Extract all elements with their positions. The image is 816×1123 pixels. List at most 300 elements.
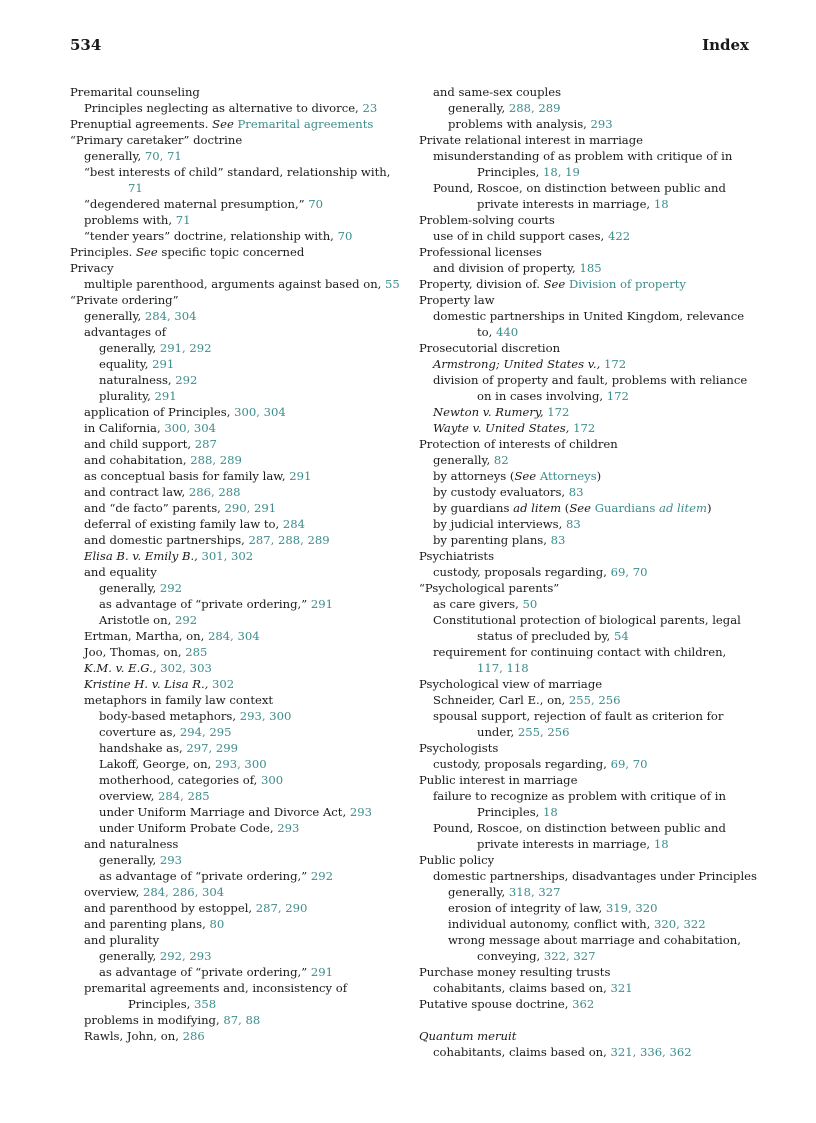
index-entry: [70, 1012, 405, 1028]
index-entry: [70, 484, 405, 500]
page-reference-link[interactable]: 300, 304: [234, 405, 286, 419]
page-reference-link[interactable]: 292, 293: [159, 949, 212, 963]
page-reference-link[interactable]: 69, 70: [610, 565, 648, 579]
index-entry: [419, 84, 754, 100]
entry-term: Pound, Roscoe, on distinction between public and private interests in marriage,: [433, 181, 726, 211]
entry-term: as care givers,: [433, 597, 519, 611]
entry-term: cohabitants, claims based on,: [433, 981, 607, 995]
index-entry: [419, 964, 754, 980]
entry-term: by custody evaluators,: [433, 485, 566, 499]
page-reference-link[interactable]: 293: [277, 821, 300, 835]
entry-term: Problem-solving courts: [419, 213, 555, 227]
index-entry: [419, 692, 754, 708]
entry-term: deferral of existing family law to,: [84, 517, 280, 531]
index-entry: [70, 692, 405, 708]
index-entry: [70, 532, 405, 548]
entry-term: and parenthood by estoppel,: [84, 901, 253, 915]
index-entry: [70, 148, 405, 164]
entry-term: by judicial interviews,: [433, 517, 563, 531]
index-entry: [70, 276, 405, 292]
page-reference-link[interactable]: 297, 299: [186, 741, 239, 755]
entry-term: metaphors in family law context: [84, 693, 274, 707]
index-entry: [419, 244, 754, 260]
entry-term: Wayte v. United States,: [433, 421, 570, 435]
entry-term: Quantum meruit: [419, 1029, 517, 1043]
index-entry: [419, 308, 754, 340]
index-entry: [419, 484, 754, 500]
index-entry: [419, 612, 754, 644]
page-reference-link[interactable]: 71: [175, 213, 191, 227]
letter-group-gap: [419, 1012, 754, 1028]
page-reference-link[interactable]: 301, 302: [201, 549, 254, 563]
page-reference-link[interactable]: 87, 88: [223, 1013, 261, 1027]
entry-term: Psychologists: [419, 741, 499, 755]
entry-term-paren: ): [706, 501, 712, 515]
index-entry: [70, 868, 405, 884]
index-entry: [419, 372, 754, 404]
entry-term: Purchase money resulting trusts: [419, 965, 611, 979]
index-entry: [419, 468, 754, 484]
index-entry: [70, 820, 405, 836]
cross-reference-link[interactable]: Premarital agreements: [237, 117, 374, 131]
entry-term: Schneider, Carl E., on,: [433, 693, 566, 707]
index-entry: [70, 116, 405, 132]
page-reference-link[interactable]: 293: [159, 853, 183, 867]
index-entry: [419, 356, 754, 372]
entry-term: application of Principles,: [84, 405, 231, 419]
entry-term: under Uniform Probate Code,: [99, 821, 274, 835]
index-entry: [70, 420, 405, 436]
page-reference-link[interactable]: 172: [604, 357, 627, 371]
entry-term: generally,: [84, 309, 142, 323]
index-entry: [70, 932, 405, 948]
index-entry: [70, 628, 405, 644]
index-entry: [70, 964, 405, 980]
page-reference-link[interactable]: 287, 288, 289: [248, 533, 330, 547]
entry-term: by guardians: [433, 501, 510, 515]
page-reference-link[interactable]: 185: [579, 261, 602, 275]
page-reference-link[interactable]: 287: [194, 437, 217, 451]
entry-term: Kristine H. v. Lisa R.,: [84, 677, 209, 691]
index-entry: [419, 516, 754, 532]
index-entry: [419, 228, 754, 244]
entry-term: Premarital counseling: [70, 85, 200, 99]
index-entry: [70, 660, 405, 676]
page-reference-link[interactable]: 117, 118: [477, 661, 529, 675]
index-entry: [70, 724, 405, 740]
index-entry: [70, 676, 405, 692]
entry-term: coverture as,: [99, 725, 177, 739]
index-entry: [70, 548, 405, 564]
page-reference-link[interactable]: 55: [385, 277, 400, 291]
index-entry: [70, 980, 405, 1012]
page-reference-link[interactable]: 23: [362, 101, 378, 115]
page-reference-link[interactable]: 320, 322: [653, 917, 706, 931]
page-reference-link[interactable]: 322, 327: [543, 949, 596, 963]
entry-term: premarital agreements and, inconsistency of Principles,: [84, 981, 348, 1011]
entry-term: and same-sex couples: [433, 85, 562, 99]
entry-term: Putative spouse doctrine,: [419, 997, 569, 1011]
page-reference-link[interactable]: 293: [590, 117, 613, 131]
entry-term: equality,: [99, 357, 149, 371]
entry-term: overview,: [84, 885, 140, 899]
index-entry: [70, 292, 405, 308]
index-entry: [419, 820, 754, 852]
entry-term-paren: ): [596, 469, 602, 483]
entry-term: problems with analysis,: [448, 117, 587, 131]
page-reference-link[interactable]: 287, 290: [255, 901, 308, 915]
index-entry: [70, 324, 405, 340]
entry-term: “Psychological parents”: [419, 581, 560, 595]
entry-term-paren: (: [564, 501, 570, 515]
see-reference-text: specific topic concerned: [161, 245, 305, 259]
page-reference-link[interactable]: 80: [209, 917, 225, 931]
index-entry: [70, 612, 405, 628]
index-entry: [419, 772, 754, 788]
index-entry: [70, 580, 405, 596]
page-reference-link[interactable]: 318, 327: [508, 885, 561, 899]
entry-term: as conceptual basis for family law,: [84, 469, 286, 483]
entry-term: problems with,: [84, 213, 173, 227]
entry-term: generally,: [99, 853, 157, 867]
entry-term: Rawls, John, on,: [84, 1029, 179, 1043]
index-entry: [419, 292, 754, 308]
page-reference-link[interactable]: 284, 304: [207, 629, 260, 643]
page-reference-link[interactable]: 321, 336, 362: [610, 1045, 692, 1059]
page-reference-link[interactable]: 300: [261, 773, 284, 787]
index-entry: [419, 740, 754, 756]
entry-term: body-based metaphors,: [99, 709, 237, 723]
entry-term: division of property and fault, problems with reliance on in cases involving,: [433, 373, 748, 403]
entry-term: Principles neglecting as alternative to divorce,: [84, 101, 359, 115]
page-reference-link[interactable]: 288, 289: [190, 453, 242, 467]
index-column-left: [70, 84, 405, 1044]
page-reference-link[interactable]: 18, 19: [543, 165, 580, 179]
index-entry: [419, 756, 754, 772]
page-reference-link[interactable]: 302, 303: [160, 661, 212, 675]
entry-term: and “de facto” parents,: [84, 501, 221, 515]
entry-term: and equality: [84, 565, 157, 579]
index-entry: [419, 980, 754, 996]
page-reference-link[interactable]: 362: [572, 997, 595, 1011]
see-reference-label: See: [569, 501, 591, 515]
page-reference-link[interactable]: 300, 304: [164, 421, 216, 435]
entry-term: Private relational interest in marriage: [419, 133, 644, 147]
index-entry: [419, 276, 754, 292]
index-entry: [70, 228, 405, 244]
entry-term: multiple parenthood, arguments against based on,: [84, 277, 382, 291]
entry-term: Ertman, Martha, on,: [84, 629, 205, 643]
entry-term: naturalness,: [99, 373, 172, 387]
index-entry: [419, 452, 754, 468]
index-entry: [419, 260, 754, 276]
entry-term: and domestic partnerships,: [84, 533, 245, 547]
page-reference-link[interactable]: 285: [185, 645, 208, 659]
index-entry: [419, 100, 754, 116]
index-entry: [419, 564, 754, 580]
index-entry: [419, 708, 754, 740]
index-entry: [70, 788, 405, 804]
index-entry: [70, 644, 405, 660]
index-entry: [70, 340, 405, 356]
page-reference-link[interactable]: 50: [522, 597, 538, 611]
entry-term: generally,: [448, 101, 506, 115]
entry-term: misunderstanding of as problem with critique of in Principles,: [433, 149, 733, 179]
page-reference-link[interactable]: 291: [152, 357, 175, 371]
index-entry: [419, 340, 754, 356]
page-reference-link[interactable]: 319, 320: [605, 901, 658, 915]
index-entry: [70, 500, 405, 516]
entry-term: and naturalness: [84, 837, 179, 851]
index-entry: [419, 404, 754, 420]
page-reference-link[interactable]: 70, 71: [144, 149, 182, 163]
index-entry: [419, 788, 754, 820]
entry-term: as advantage of “private ordering,”: [99, 597, 308, 611]
page-reference-link[interactable]: 83: [568, 485, 584, 499]
entry-term: Prosecutorial discretion: [419, 341, 561, 355]
index-entry: [70, 740, 405, 756]
index-entry: [70, 916, 405, 932]
index-entry: [70, 404, 405, 420]
entry-term: generally,: [99, 949, 157, 963]
entry-term: Psychiatrists: [419, 549, 495, 563]
page-reference-link[interactable]: 292: [310, 869, 333, 883]
index-entry: [419, 932, 754, 964]
page-reference-link[interactable]: 294, 295: [179, 725, 232, 739]
entry-term: Constitutional protection of biological parents, legal status of precluded by,: [433, 613, 741, 643]
entry-term: overview,: [99, 789, 155, 803]
index-entry: [70, 436, 405, 452]
index-entry: [419, 884, 754, 900]
index-entry: [70, 852, 405, 868]
entry-term: Joo, Thomas, on,: [84, 645, 182, 659]
entry-term: plurality,: [99, 389, 151, 403]
entry-term: domestic partnerships in United Kingdom, relevance to,: [433, 309, 745, 339]
index-entry: [419, 436, 754, 452]
page-reference-link[interactable]: 292: [175, 373, 198, 387]
index-entry: [70, 452, 405, 468]
entry-term: Pound, Roscoe, on distinction between public and private interests in marriage,: [433, 821, 726, 851]
index-entry: [419, 548, 754, 564]
entry-term: Professional licenses: [419, 245, 542, 259]
entry-term: custody, proposals regarding,: [433, 565, 607, 579]
index-entry: [419, 1044, 754, 1060]
page-reference-link[interactable]: 71: [128, 181, 143, 195]
entry-term: custody, proposals regarding,: [433, 757, 607, 771]
index-entry: [70, 100, 405, 116]
index-entry: [419, 1028, 754, 1044]
entry-term: Privacy: [70, 261, 114, 275]
page-reference-link[interactable]: 284, 286, 304: [142, 885, 225, 899]
page-reference-link[interactable]: 286: [182, 1029, 205, 1043]
index-entry: [70, 772, 405, 788]
index-entry: [70, 884, 405, 900]
page-reference-link[interactable]: 422: [607, 229, 631, 243]
page-reference-link[interactable]: 82: [493, 453, 509, 467]
entry-term: generally,: [99, 341, 157, 355]
entry-term: Property law: [419, 293, 495, 307]
page-reference-link[interactable]: 440: [496, 325, 519, 339]
page-reference-link[interactable]: 290, 291: [224, 501, 277, 515]
entry-term: Psychological view of marriage: [419, 677, 603, 691]
page-reference-link[interactable]: 172: [547, 405, 570, 419]
index-entry: [70, 516, 405, 532]
index-entry: [419, 916, 754, 932]
entry-term: erosion of integrity of law,: [448, 901, 603, 915]
entry-term: and plurality: [84, 933, 160, 947]
entry-term: Protection of interests of children: [419, 437, 618, 451]
page-reference-link[interactable]: 291, 292: [159, 341, 212, 355]
cross-reference-link[interactable]: Guardians: [594, 501, 656, 515]
entry-term: by parenting plans,: [433, 533, 547, 547]
see-reference-label: See: [136, 245, 158, 259]
index-entry: [70, 196, 405, 212]
index-entry: [419, 148, 754, 180]
page-reference-link[interactable]: 284, 285: [157, 789, 210, 803]
entry-term: problems in modifying,: [84, 1013, 220, 1027]
page-reference-link[interactable]: 54: [613, 629, 629, 643]
page-reference-link[interactable]: 292: [174, 613, 198, 627]
page-reference-link[interactable]: 291: [310, 597, 333, 611]
page-reference-link[interactable]: 172: [606, 389, 629, 403]
entry-term: and cohabitation,: [84, 453, 187, 467]
index-entry: [419, 132, 754, 148]
page-reference-link[interactable]: 83: [565, 517, 581, 531]
index-entry: [70, 244, 405, 260]
entry-term: generally,: [448, 885, 506, 899]
entry-term: Newton v. Rumery,: [433, 405, 544, 419]
entry-term: advantages of: [84, 325, 167, 339]
entry-term: in California,: [84, 421, 161, 435]
entry-term: and contract law,: [84, 485, 186, 499]
running-header: Index: [702, 36, 749, 54]
entry-term: generally,: [99, 581, 157, 595]
page-reference-link[interactable]: 286, 288: [188, 485, 241, 499]
entry-term: “Primary caretaker” doctrine: [70, 133, 243, 147]
index-entry: [70, 388, 405, 404]
index-entry: [419, 868, 757, 884]
entry-term: under Uniform Marriage and Divorce Act,: [99, 805, 347, 819]
entry-term: generally,: [84, 149, 142, 163]
index-entry: [419, 900, 754, 916]
index-entry: [70, 948, 405, 964]
page-reference-link[interactable]: 172: [573, 421, 596, 435]
entry-term: Armstrong; United States v.,: [433, 357, 601, 371]
entry-term: as advantage of “private ordering,”: [99, 965, 308, 979]
entry-term: as advantage of “private ordering,”: [99, 869, 308, 883]
entry-term: K.M. v. E.G.,: [84, 661, 157, 675]
see-reference-label: See: [514, 469, 537, 483]
page-reference-link[interactable]: 358: [194, 997, 217, 1011]
page-reference-link[interactable]: 291: [310, 965, 333, 979]
index-entry: [419, 596, 754, 612]
page-reference-link[interactable]: 284, 304: [144, 309, 197, 323]
page-reference-link[interactable]: 18: [543, 805, 558, 819]
index-entry: [70, 372, 405, 388]
entry-term: Aristotle on,: [99, 613, 172, 627]
entry-term: by attorneys (: [433, 469, 515, 483]
entry-term: motherhood, categories of,: [99, 773, 258, 787]
index-entry: [70, 308, 405, 324]
entry-term: “Private ordering”: [70, 293, 179, 307]
page-reference-link[interactable]: 293, 300: [214, 757, 267, 771]
index-entry: [419, 180, 754, 212]
index-entry: [70, 596, 405, 612]
entry-term: “degendered maternal presumption,”: [84, 197, 305, 211]
entry-term: Prenuptial agreements.: [70, 117, 209, 131]
page-reference-link[interactable]: 18: [653, 197, 669, 211]
index-entry: [419, 676, 754, 692]
page-reference-link[interactable]: 255, 256: [568, 693, 621, 707]
entry-term-italic: ad litem: [513, 501, 562, 515]
page-reference-link[interactable]: 302: [212, 677, 235, 691]
page-reference-link[interactable]: 321: [610, 981, 633, 995]
entry-term: wrong message about marriage and cohabitation, conveying,: [448, 933, 741, 963]
see-reference-label: See: [543, 277, 566, 291]
entry-term: failure to recognize as problem with critique of in Principles,: [433, 789, 726, 819]
cross-reference-link[interactable]: Division of property: [568, 277, 686, 291]
entry-term: and child support,: [84, 437, 192, 451]
page-reference-link[interactable]: 291: [154, 389, 177, 403]
index-entry: [70, 708, 405, 724]
cross-reference-link[interactable]: Attorneys: [539, 469, 597, 483]
page-reference-link[interactable]: 291: [289, 469, 312, 483]
entry-term: Public interest in marriage: [419, 773, 578, 787]
index-entry: [419, 996, 754, 1012]
entry-term: “best interests of child” standard, relationship with,: [84, 165, 391, 179]
index-entry: [70, 1028, 405, 1044]
see-reference-label: See: [212, 117, 234, 131]
page-reference-link[interactable]: 292: [159, 581, 183, 595]
index-entry: [70, 804, 405, 820]
page-reference-link[interactable]: 288, 289: [508, 101, 561, 115]
page-reference-link[interactable]: 293: [349, 805, 372, 819]
page-reference-link[interactable]: 83: [550, 533, 566, 547]
index-entry: [70, 356, 405, 372]
page-reference-link[interactable]: 70: [337, 229, 353, 243]
entry-term: spousal support, rejection of fault as criterion for under,: [433, 709, 724, 739]
entry-term: handshake as,: [99, 741, 183, 755]
page-reference-link[interactable]: 284: [282, 517, 306, 531]
index-entry: [70, 260, 405, 276]
index-entry: [70, 564, 405, 580]
index-entry: [70, 132, 405, 148]
page-reference-link[interactable]: 255, 256: [517, 725, 570, 739]
entry-term: requirement for continuing contact with children,: [433, 645, 727, 659]
index-entry: [419, 116, 754, 132]
index-column-right: [419, 84, 757, 1060]
entry-term: generally,: [433, 453, 491, 467]
index-entry: [70, 84, 405, 100]
page-number: 534: [70, 36, 102, 54]
entry-term: Lakoff, George, on,: [99, 757, 212, 771]
page-reference-link[interactable]: 70: [308, 197, 324, 211]
index-entry: [70, 756, 405, 772]
entry-term: and parenting plans,: [84, 917, 206, 931]
entry-term: Elisa B. v. Emily B.,: [84, 549, 198, 563]
entry-term: and division of property,: [433, 261, 576, 275]
index-entry: [419, 420, 754, 436]
page-reference-link[interactable]: 293, 300: [239, 709, 292, 723]
index-entry: [419, 500, 754, 516]
index-entry: [419, 580, 754, 596]
page-reference-link[interactable]: 18: [653, 837, 669, 851]
entry-term: use of in child support cases,: [433, 229, 605, 243]
page-reference-link[interactable]: 69, 70: [610, 757, 648, 771]
entry-term: Public policy: [419, 853, 495, 867]
cross-reference-link-italic[interactable]: ad litem: [659, 501, 707, 515]
entry-term: Property, division of.: [419, 277, 540, 291]
